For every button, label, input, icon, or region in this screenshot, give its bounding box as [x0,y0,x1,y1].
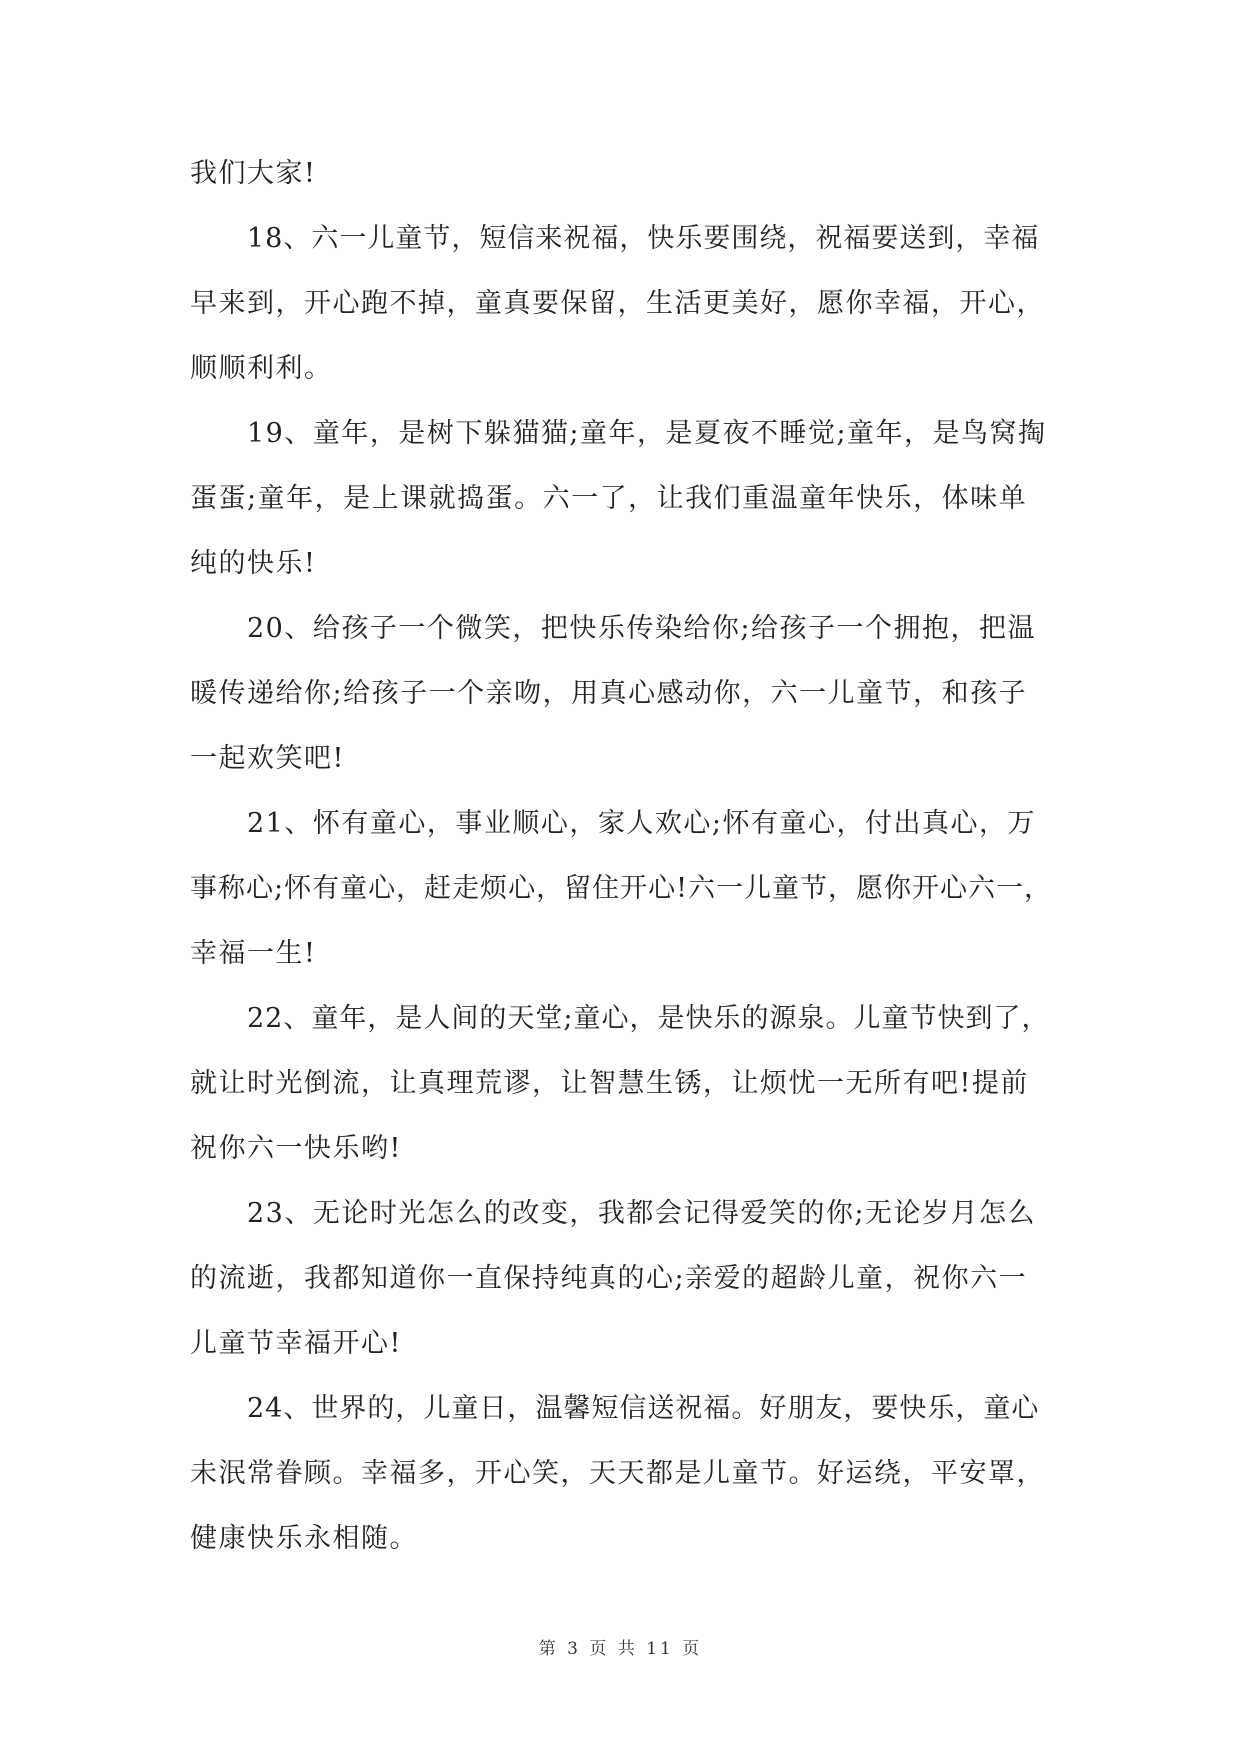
text-line: 暖传递给你;给孩子一个亲吻，用真心感动你，六一儿童节，和孩子 [190,678,1028,709]
text-line: 健康快乐永相随。 [190,1523,418,1554]
text-line: 一起欢笑吧! [190,743,345,774]
text-line: 蛋蛋;童年，是上课就捣蛋。六一了，让我们重温童年快乐，体味单 [190,483,1028,514]
document-body [190,157,1052,1587]
text-line: 20、给孩子一个微笑，把快乐传染给你;给孩子一个拥抱，把温 [247,613,1036,644]
text-line: 24、世界的，儿童日，温馨短信送祝福。好朋友，要快乐，童心 [247,1393,1040,1424]
text-line: 我们大家! [190,158,317,189]
text-line: 早来到，开心跑不掉，童真要保留，生活更美好，愿你幸福，开心， [190,288,1045,319]
text-line: 纯的快乐! [190,548,317,579]
text-line: 未泯常眷顾。幸福多，开心笑，天天都是儿童节。好运绕，平安罩， [190,1458,1045,1489]
text-line: 儿童节幸福开心! [190,1328,402,1359]
text-line: 幸福一生! [190,938,317,969]
text-line: 19、童年，是树下躲猫猫;童年，是夏夜不睡觉;童年，是鸟窝掏 [247,418,1047,449]
text-line: 22、童年，是人间的天堂;童心，是快乐的源泉。儿童节快到了， [247,1003,1050,1034]
text-line: 就让时光倒流，让真理荒谬，让智慧生锈，让烦忧一无所有吧!提前 [190,1068,1029,1099]
text-line: 顺顺利利。 [190,353,333,384]
text-line: 23、无论时光怎么的改变，我都会记得爱笑的你;无论岁月怎么 [247,1198,1036,1229]
text-line: 的流逝，我都知道你一直保持纯真的心;亲爱的超龄儿童，祝你六一 [190,1263,1028,1294]
text-line: 21、怀有童心，事业顺心，家人欢心;怀有童心，付出真心，万 [247,808,1036,839]
text-line: 18、六一儿童节，短信来祝福，快乐要围绕，祝福要送到，幸福 [247,223,1040,254]
text-line: 事称心;怀有童心，赶走烦心，留住开心!六一儿童节，愿你开心六一， [190,873,1052,904]
text-line: 祝你六一快乐哟! [190,1133,402,1164]
page-number-footer: 第 3 页 共 11 页 [538,1639,703,1659]
